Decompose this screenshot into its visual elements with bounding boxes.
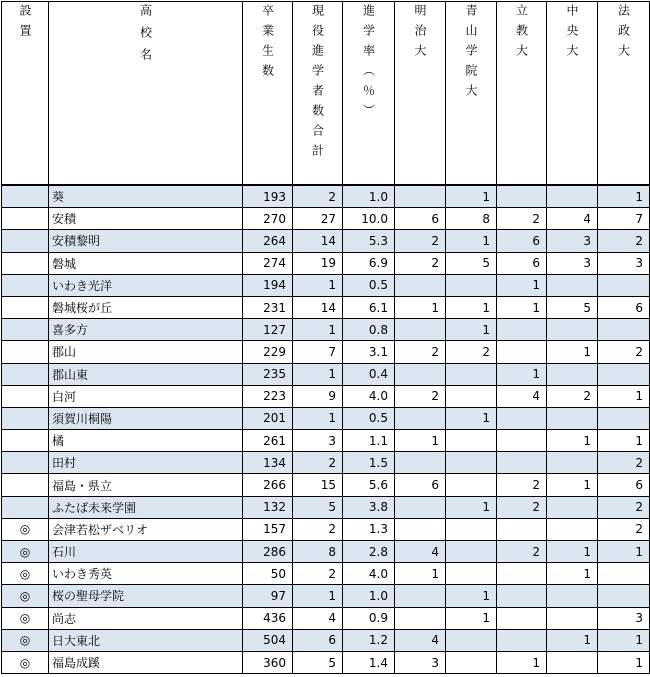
- cell-rikkyo: 4: [497, 385, 547, 407]
- cell-grads: 97: [243, 585, 293, 607]
- cell-meiji: 4: [395, 629, 446, 651]
- header-hosei: 法政大: [598, 2, 650, 186]
- cell-total: 5: [293, 651, 343, 673]
- cell-meiji: 4: [395, 541, 446, 563]
- header-aoyama: 青山学院大: [446, 2, 497, 186]
- cell-chuo: 1: [547, 430, 598, 452]
- cell-total: 5: [293, 496, 343, 518]
- cell-rate: 1.0: [343, 585, 395, 607]
- cell-grads: 436: [243, 607, 293, 629]
- table-row: [2, 452, 650, 474]
- cell-total: 2: [293, 518, 343, 540]
- table-row: [2, 385, 650, 407]
- cell-school-name: 橘: [49, 430, 243, 452]
- cell-setti: [2, 430, 49, 452]
- cell-hosei: [598, 407, 650, 429]
- cell-grads: 194: [243, 274, 293, 296]
- cell-aoyama: 2: [446, 341, 497, 363]
- cell-school-name: 白河: [49, 385, 243, 407]
- cell-setti: [2, 296, 49, 318]
- cell-rikkyo: [497, 407, 547, 429]
- header-meiji: 明治大: [395, 2, 446, 186]
- cell-aoyama: 5: [446, 252, 497, 274]
- cell-rate: 3.1: [343, 341, 395, 363]
- cell-chuo: 1: [547, 629, 598, 651]
- cell-school-name: 安積: [49, 208, 243, 230]
- cell-rikkyo: 1: [497, 296, 547, 318]
- cell-setti: ◎: [2, 629, 49, 651]
- cell-hosei: 1: [598, 430, 650, 452]
- cell-rate: 1.1: [343, 430, 395, 452]
- cell-chuo: 4: [547, 208, 598, 230]
- cell-aoyama: 1: [446, 185, 497, 208]
- cell-chuo: 2: [547, 385, 598, 407]
- cell-total: 2: [293, 185, 343, 208]
- cell-grads: 229: [243, 341, 293, 363]
- cell-rikkyo: 1: [497, 651, 547, 673]
- cell-rate: 5.6: [343, 474, 395, 496]
- cell-hosei: 1: [598, 185, 650, 208]
- cell-setti: [2, 385, 49, 407]
- cell-meiji: [395, 185, 446, 208]
- cell-aoyama: [446, 430, 497, 452]
- cell-meiji: [395, 607, 446, 629]
- cell-grads: 134: [243, 452, 293, 474]
- cell-total: 8: [293, 541, 343, 563]
- cell-grads: 127: [243, 319, 293, 341]
- cell-rikkyo: [497, 430, 547, 452]
- cell-chuo: 3: [547, 230, 598, 252]
- cell-rate: 0.4: [343, 363, 395, 385]
- cell-chuo: [547, 319, 598, 341]
- cell-chuo: [547, 585, 598, 607]
- cell-total: 6: [293, 629, 343, 651]
- cell-chuo: 1: [547, 474, 598, 496]
- cell-setti: [2, 208, 49, 230]
- cell-total: 4: [293, 607, 343, 629]
- cell-school-name: 尚志: [49, 607, 243, 629]
- table-row: [2, 651, 650, 673]
- cell-school-name: 葵: [49, 185, 243, 208]
- cell-hosei: 1: [598, 651, 650, 673]
- cell-total: 1: [293, 585, 343, 607]
- cell-rate: 2.8: [343, 541, 395, 563]
- cell-chuo: [547, 363, 598, 385]
- cell-grads: 235: [243, 363, 293, 385]
- cell-total: 7: [293, 341, 343, 363]
- cell-hosei: 2: [598, 518, 650, 540]
- cell-meiji: 6: [395, 208, 446, 230]
- cell-meiji: [395, 518, 446, 540]
- cell-school-name: 郡山東: [49, 363, 243, 385]
- cell-total: 14: [293, 230, 343, 252]
- cell-meiji: [395, 585, 446, 607]
- cell-grads: 286: [243, 541, 293, 563]
- cell-hosei: [598, 563, 650, 585]
- cell-meiji: 6: [395, 474, 446, 496]
- cell-school-name: 田村: [49, 452, 243, 474]
- cell-rikkyo: 2: [497, 541, 547, 563]
- cell-meiji: 2: [395, 252, 446, 274]
- cell-rate: 4.0: [343, 385, 395, 407]
- cell-setti: ◎: [2, 651, 49, 673]
- cell-chuo: [547, 185, 598, 208]
- cell-grads: 360: [243, 651, 293, 673]
- cell-total: 15: [293, 474, 343, 496]
- cell-rikkyo: [497, 585, 547, 607]
- cell-total: 1: [293, 274, 343, 296]
- table-row: [2, 274, 650, 296]
- cell-hosei: 2: [598, 496, 650, 518]
- cell-rikkyo: [497, 607, 547, 629]
- cell-aoyama: [446, 629, 497, 651]
- cell-meiji: [395, 363, 446, 385]
- cell-aoyama: [446, 518, 497, 540]
- table-row: [2, 607, 650, 629]
- table-row: [2, 430, 650, 452]
- cell-setti: ◎: [2, 518, 49, 540]
- cell-chuo: [547, 274, 598, 296]
- cell-grads: 266: [243, 474, 293, 496]
- cell-rate: 3.8: [343, 496, 395, 518]
- cell-total: 14: [293, 296, 343, 318]
- cell-total: 1: [293, 363, 343, 385]
- cell-rikkyo: 1: [497, 363, 547, 385]
- cell-rikkyo: [497, 518, 547, 540]
- table-row: [2, 585, 650, 607]
- cell-meiji: 1: [395, 430, 446, 452]
- cell-aoyama: [446, 452, 497, 474]
- table-row: [2, 230, 650, 252]
- cell-grads: 231: [243, 296, 293, 318]
- cell-hosei: 6: [598, 474, 650, 496]
- cell-grads: 50: [243, 563, 293, 585]
- cell-aoyama: 8: [446, 208, 497, 230]
- cell-grads: 504: [243, 629, 293, 651]
- cell-setti: ◎: [2, 607, 49, 629]
- header-rikkyo: 立教大: [497, 2, 547, 186]
- cell-setti: [2, 474, 49, 496]
- cell-meiji: [395, 496, 446, 518]
- cell-rate: 1.4: [343, 651, 395, 673]
- cell-total: 2: [293, 452, 343, 474]
- cell-rikkyo: 2: [497, 474, 547, 496]
- header-chuo: 中央大: [547, 2, 598, 186]
- table-row: [2, 496, 650, 518]
- cell-school-name: 日大東北: [49, 629, 243, 651]
- cell-chuo: 1: [547, 563, 598, 585]
- table-row: [2, 208, 650, 230]
- table-row: [2, 518, 650, 540]
- cell-grads: 157: [243, 518, 293, 540]
- cell-aoyama: 1: [446, 319, 497, 341]
- cell-aoyama: [446, 651, 497, 673]
- cell-hosei: [598, 319, 650, 341]
- table-row: [2, 296, 650, 318]
- cell-meiji: [395, 319, 446, 341]
- cell-school-name: 喜多方: [49, 319, 243, 341]
- cell-rate: 0.8: [343, 319, 395, 341]
- cell-rate: 0.5: [343, 274, 395, 296]
- cell-chuo: [547, 452, 598, 474]
- cell-grads: 261: [243, 430, 293, 452]
- cell-aoyama: [446, 363, 497, 385]
- table-row: [2, 474, 650, 496]
- cell-hosei: 3: [598, 607, 650, 629]
- cell-setti: [2, 319, 49, 341]
- cell-rate: 1.3: [343, 518, 395, 540]
- cell-rikkyo: [497, 319, 547, 341]
- cell-rate: 0.5: [343, 407, 395, 429]
- cell-aoyama: [446, 541, 497, 563]
- cell-hosei: 1: [598, 629, 650, 651]
- cell-school-name: いわき秀英: [49, 563, 243, 585]
- table-header: [2, 2, 650, 186]
- cell-hosei: 2: [598, 230, 650, 252]
- cell-setti: [2, 363, 49, 385]
- cell-aoyama: 1: [446, 296, 497, 318]
- cell-rikkyo: [497, 563, 547, 585]
- table-row: [2, 341, 650, 363]
- cell-chuo: [547, 518, 598, 540]
- cell-rikkyo: 1: [497, 274, 547, 296]
- cell-rikkyo: 6: [497, 230, 547, 252]
- cell-hosei: 7: [598, 208, 650, 230]
- cell-aoyama: 1: [446, 585, 497, 607]
- cell-meiji: 1: [395, 563, 446, 585]
- cell-setti: [2, 230, 49, 252]
- cell-chuo: 5: [547, 296, 598, 318]
- cell-hosei: 3: [598, 252, 650, 274]
- table-row: [2, 563, 650, 585]
- table-row: [2, 319, 650, 341]
- cell-aoyama: 1: [446, 607, 497, 629]
- cell-aoyama: [446, 274, 497, 296]
- cell-rate: 10.0: [343, 208, 395, 230]
- cell-setti: ◎: [2, 563, 49, 585]
- header-rate: 進学率（％）: [343, 2, 395, 186]
- cell-setti: ◎: [2, 541, 49, 563]
- cell-aoyama: [446, 563, 497, 585]
- cell-rate: 6.9: [343, 252, 395, 274]
- cell-rikkyo: [497, 452, 547, 474]
- cell-grads: 132: [243, 496, 293, 518]
- cell-school-name: 磐城桜が丘: [49, 296, 243, 318]
- cell-hosei: 1: [598, 385, 650, 407]
- cell-chuo: [547, 407, 598, 429]
- table-row: [2, 185, 650, 208]
- table-body: [2, 185, 650, 674]
- results-table: [1, 1, 650, 674]
- cell-grads: 201: [243, 407, 293, 429]
- table-row: [2, 407, 650, 429]
- cell-school-name: 磐城: [49, 252, 243, 274]
- cell-school-name: 郡山: [49, 341, 243, 363]
- cell-rate: 5.3: [343, 230, 395, 252]
- cell-meiji: [395, 407, 446, 429]
- cell-rate: 1.5: [343, 452, 395, 474]
- cell-meiji: [395, 274, 446, 296]
- cell-total: 19: [293, 252, 343, 274]
- cell-aoyama: [446, 385, 497, 407]
- cell-total: 27: [293, 208, 343, 230]
- cell-meiji: 1: [395, 296, 446, 318]
- cell-school-name: ふたば未来学園: [49, 496, 243, 518]
- header-school: 高校名: [49, 2, 243, 186]
- cell-chuo: [547, 651, 598, 673]
- cell-meiji: 3: [395, 651, 446, 673]
- table-row: [2, 541, 650, 563]
- cell-rikkyo: [497, 185, 547, 208]
- cell-setti: [2, 274, 49, 296]
- cell-school-name: 安積黎明: [49, 230, 243, 252]
- cell-school-name: いわき光洋: [49, 274, 243, 296]
- cell-aoyama: 1: [446, 496, 497, 518]
- cell-aoyama: 1: [446, 407, 497, 429]
- cell-setti: [2, 252, 49, 274]
- cell-meiji: [395, 452, 446, 474]
- cell-setti: [2, 452, 49, 474]
- cell-grads: 193: [243, 185, 293, 208]
- cell-rikkyo: 2: [497, 208, 547, 230]
- cell-chuo: 1: [547, 541, 598, 563]
- table-row: [2, 363, 650, 385]
- header-grads: 卒業生数: [243, 2, 293, 186]
- cell-total: 2: [293, 563, 343, 585]
- cell-chuo: [547, 496, 598, 518]
- cell-school-name: 福島成蹊: [49, 651, 243, 673]
- cell-total: 1: [293, 407, 343, 429]
- cell-school-name: 須賀川桐陽: [49, 407, 243, 429]
- cell-rate: 0.9: [343, 607, 395, 629]
- cell-setti: ◎: [2, 585, 49, 607]
- cell-rikkyo: 2: [497, 496, 547, 518]
- cell-aoyama: [446, 474, 497, 496]
- cell-setti: [2, 496, 49, 518]
- cell-grads: 223: [243, 385, 293, 407]
- cell-chuo: 3: [547, 252, 598, 274]
- cell-rikkyo: [497, 341, 547, 363]
- cell-hosei: [598, 585, 650, 607]
- table-row: [2, 629, 650, 651]
- cell-grads: 264: [243, 230, 293, 252]
- cell-hosei: 6: [598, 296, 650, 318]
- header-total: 現役進学者数合計: [293, 2, 343, 186]
- cell-hosei: [598, 363, 650, 385]
- cell-total: 9: [293, 385, 343, 407]
- cell-hosei: [598, 274, 650, 296]
- cell-rate: 4.0: [343, 563, 395, 585]
- cell-aoyama: 1: [446, 230, 497, 252]
- cell-setti: [2, 341, 49, 363]
- cell-chuo: [547, 607, 598, 629]
- cell-rikkyo: 6: [497, 252, 547, 274]
- cell-school-name: 福島・県立: [49, 474, 243, 496]
- cell-rate: 1.2: [343, 629, 395, 651]
- cell-setti: [2, 185, 49, 208]
- cell-grads: 274: [243, 252, 293, 274]
- cell-meiji: 2: [395, 385, 446, 407]
- cell-school-name: 石川: [49, 541, 243, 563]
- table-row: [2, 252, 650, 274]
- cell-rikkyo: [497, 629, 547, 651]
- cell-chuo: 1: [547, 341, 598, 363]
- cell-rate: 6.1: [343, 296, 395, 318]
- header-setti: 設置: [2, 2, 49, 186]
- cell-hosei: 2: [598, 341, 650, 363]
- cell-school-name: 会津若松ザベリオ: [49, 518, 243, 540]
- cell-total: 3: [293, 430, 343, 452]
- cell-grads: 270: [243, 208, 293, 230]
- cell-school-name: 桜の聖母学院: [49, 585, 243, 607]
- cell-hosei: 1: [598, 541, 650, 563]
- cell-total: 1: [293, 319, 343, 341]
- cell-hosei: 2: [598, 452, 650, 474]
- cell-rate: 1.0: [343, 185, 395, 208]
- cell-meiji: 2: [395, 341, 446, 363]
- cell-setti: [2, 407, 49, 429]
- cell-meiji: 2: [395, 230, 446, 252]
